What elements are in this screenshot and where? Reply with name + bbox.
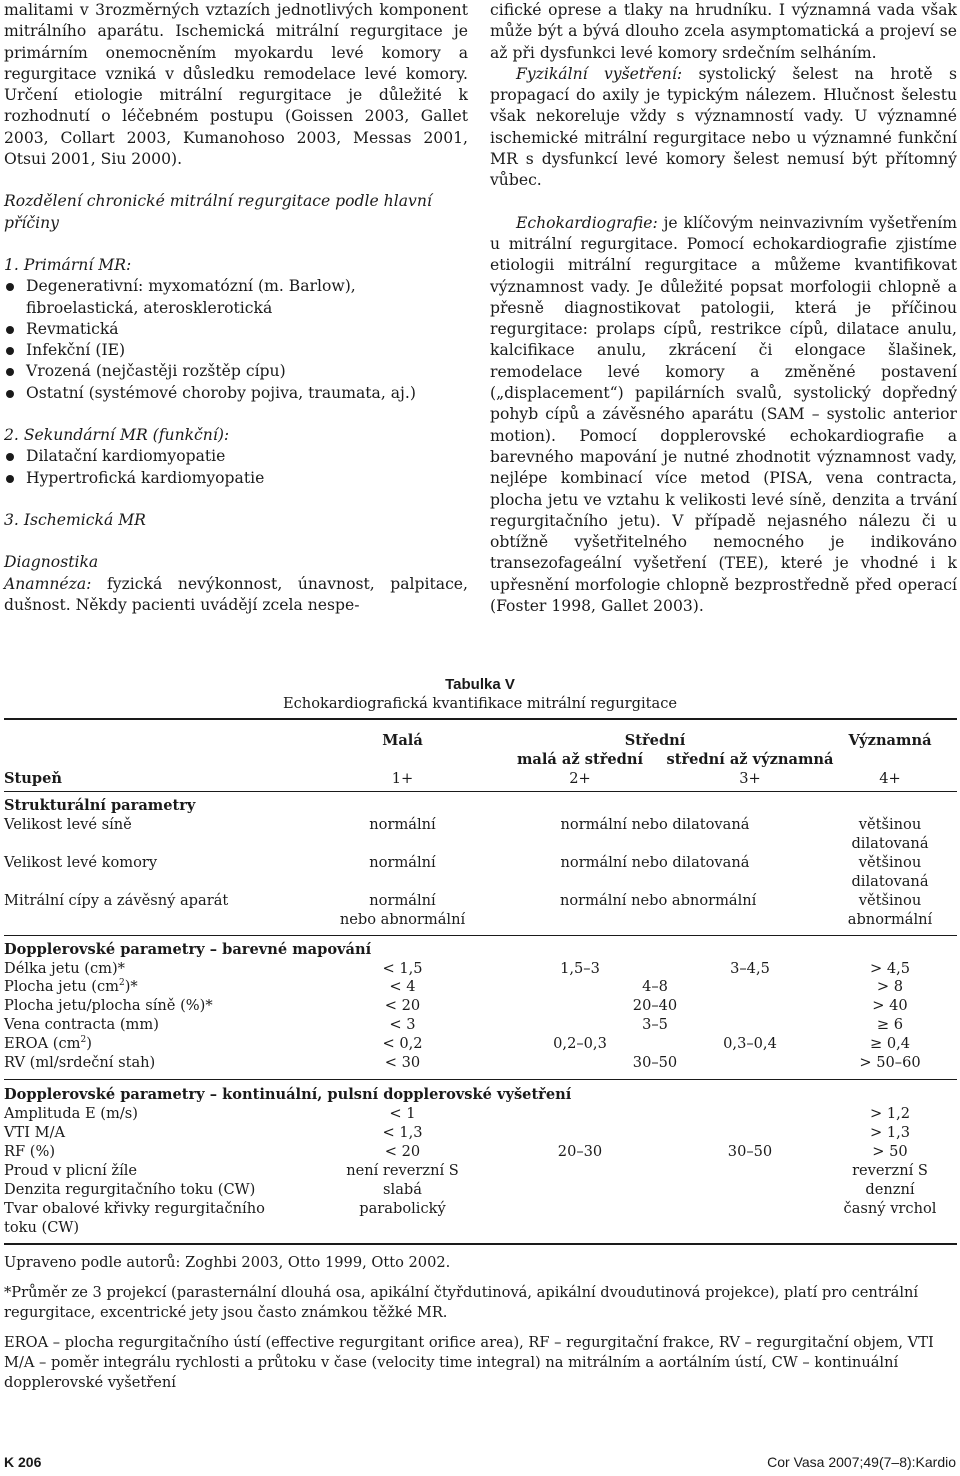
secondary-mr-list [4, 446, 468, 489]
table-cell: dilatovaná [851, 835, 929, 852]
table-caption: Echokardiografická kvantifikace mitrální regurgitace [282, 695, 678, 712]
header-sub-low: malá až střední [516, 751, 644, 768]
list-item: Vrozená (nejčastěji rozštěp cípu) [4, 361, 468, 382]
section-color-doppler: Dopplerovské parametry – barevné mapování [4, 941, 372, 958]
left-paragraph-etiology: malitami v 3rozměrných vztazích jednotlivých komponent mitrálního aparátu. Ischemická mitrální regurgitace je primárním onemocněním myokardu levé komory a regurgitace vzniká v důsledku remodelace levé komory. Určení etiologie mitrální regurgitace je důležité k rozhodnutí o léčebném postupu (Goissen 2003, Gallet 2003, Collart 2003, Kumanohoso 2003, Messas 2001, Otsui 2001, Siu 2000). [4, 1, 468, 169]
row-label: RF (%) [4, 1143, 56, 1160]
table-cell: > 50–60 [859, 1054, 921, 1071]
table-cell: 1,5–3 [560, 960, 600, 977]
row-label: Denzita regurgitačního toku (CW) [4, 1181, 256, 1198]
list-item: Revmatická [4, 319, 468, 340]
ischemic-mr-title: 3. Ischemická MR [4, 510, 146, 529]
table-cell: většinou [858, 816, 922, 833]
table-cell: > 1,2 [869, 1105, 911, 1122]
table-cell: < 1,5 [382, 960, 423, 977]
row-label: Velikost levé síně [4, 816, 132, 833]
table-cell: slabá [383, 1181, 422, 1198]
grade-1: 1+ [391, 770, 414, 787]
table-cell: < 20 [384, 1143, 421, 1160]
table-cell: < 3 [389, 1016, 416, 1033]
section-rule [4, 935, 957, 936]
row-label: Plocha jetu $(cm^2)*$ [4, 978, 138, 995]
table-cell: ≥ 6 [876, 1016, 904, 1033]
row-label: Velikost levé komory [4, 854, 158, 871]
table-bottom-rule [4, 1243, 957, 1245]
physical-exam-label: Fyzikální vyšetření: [516, 64, 683, 83]
row-label: VTI M/A [4, 1124, 66, 1141]
table-cell: > 50 [872, 1143, 908, 1160]
physical-exam-text: systolický šelest na hrotě s propagací do axily je typickým nálezem. Hlučnost šelestu však nekoreluje vždy s významností vady. U významné ischemické mitrální regurgitace nebo u významné funkční MR s dysfunkcí levé komory šelest nemusí být přítomný vůbec. [490, 64, 957, 190]
section-rule [4, 1079, 957, 1080]
left-column [4, 0, 468, 616]
table-cell: není reverzní S [346, 1162, 459, 1179]
note-abbreviations: EROA – plocha regurgitačního ústí (effective regurgitant orifice area), RF – regurgitační frakce, RV – regurgitační objem, VTI M/A – poměr integrálu rychlosti a průtoku v čase (velocity time integral) na mitrálním a aortálním ústí, CW – kontinuální dopplerovské vyšetření [4, 1334, 934, 1391]
table-cell: normální nebo dilatovaná [560, 854, 750, 871]
table-cell: 20–40 [632, 997, 678, 1014]
row-label: EROA $(cm^2)$ [4, 1035, 92, 1052]
table-cell: abnormální [847, 911, 933, 928]
list-item: Hypertrofická kardiomyopatie [4, 468, 468, 489]
table-cell: časný vrchol [843, 1200, 937, 1217]
note-source: Upraveno podle autorů: Zoghbi 2003, Otto 1999, Otto 2002. [4, 1254, 451, 1271]
table-cell: reverzní S [852, 1162, 928, 1179]
note-asterisk: *Průměr ze 3 projekcí (parasternální dlouhá osa, apikální čtyřdutinová, apikální dvoudutinová projekce), platí pro centrální regurgitace, excentrické jety jsou často známkou těžké MR. [4, 1284, 919, 1321]
header-vyznamna: Významná [848, 732, 932, 749]
right-paragraph-symptoms: cifické oprese a tlaky na hrudníku. I významná vada však může být a bývá dlouho zcela asymptomatická a projeví se až při dysfunkci levé komory srdečním selháním. [490, 1, 957, 62]
table-cell: 3–4,5 [730, 960, 770, 977]
list-item: Dilatační kardiomyopatie [4, 446, 468, 467]
table-cell: normální [369, 854, 436, 871]
header-mala: Malá [382, 732, 423, 749]
table-cell: < 1,3 [382, 1124, 423, 1141]
grade-4: 4+ [879, 770, 901, 787]
table-cell: > 4,5 [869, 960, 911, 977]
primary-mr-title: 1. Primární MR: [4, 255, 132, 274]
echo-paragraph [490, 213, 957, 618]
table-cell: < 20 [384, 997, 421, 1014]
table-cell: normální nebo dilatovaná [560, 816, 750, 833]
header-rule [4, 791, 957, 792]
table-cell: denzní [865, 1181, 915, 1198]
table-cell: 30–50 [727, 1143, 773, 1160]
row-label: Amplituda E (m/s) [4, 1105, 138, 1122]
table-cell: < 30 [384, 1054, 421, 1071]
table-cell: < 0,2 [382, 1035, 423, 1052]
table-cell: < 4 [389, 978, 416, 995]
echo-text: je klíčovým neinvazivním vyšetřením u mitrální regurgitace. Pomocí echokardiografie zjistíme etiologii mitrální regurgitace a můžeme kvantifikovat významnost vady. Je důležité popsat morfologii chlopně a přesně diagnostikovat patologii, která je příčinou regurgitace: prolaps cípů, restrikce cípů, dilatace anulu, kalcifikace anulu, zkrácení či elongace šlašinek, remodelace levé komory a změněné postavení („displacement“) papilárních svalů, systolický dopředný pohyb cípů a závěsného aparátu (SAM – systolic anterior motion). Pomocí dopplerovské echokardiografie a barevného mapování je nutné zhodnotit významnost vady, nejlépe kombinací více metod (PISA, vena contracta, plocha jetu ve vztahu k velikosti levé síně, denzita a trvání regurgitačního jetu). V případě nejasného nálezu či u obtížně vyšetřitelného nemocného je indikováno transezofageální vyšetření (TEE), které je vhodné i k upřesnění morfologie chlopně bezprostředně před operací (Foster 1998, Gallet 2003). [490, 213, 957, 616]
physical-exam-paragraph [490, 64, 957, 192]
row-label: Délka jetu (cm)* [4, 960, 125, 977]
anamnesis-label: Anamnéza: [4, 574, 92, 593]
table-cell: > 40 [872, 997, 908, 1014]
table-cell: 20–30 [557, 1143, 603, 1160]
anamnesis-text: fyzická nevýkonnost, únavnost, palpitace, dušnost. Někdy pacienti uvádějí zcela nespe- [4, 574, 468, 614]
header-stredni: Střední [624, 732, 686, 749]
grade-3: 3+ [739, 770, 761, 787]
table-cell: > 1,3 [869, 1124, 911, 1141]
table-cell: 0,2–0,3 [553, 1035, 607, 1052]
row-label: Vena contracta (mm) [4, 1016, 159, 1033]
table-cell: normální [369, 892, 436, 909]
section-continuous-doppler: Dopplerovské parametry – kontinuální, pulsní dopplerovské vyšetření [4, 1086, 572, 1103]
table-label: Tabulka V [445, 676, 515, 693]
header-stupen: Stupeň [4, 770, 62, 787]
row-label: Tvar obalové křivky regurgitačního [4, 1200, 265, 1217]
primary-mr-list [4, 276, 468, 404]
table-cell: 3–5 [642, 1016, 668, 1033]
anamnesis-paragraph [4, 574, 468, 617]
row-label: toku (CW) [4, 1219, 80, 1236]
diagnostics-heading: Diagnostika [4, 553, 99, 572]
list-item: Infekční (IE) [4, 340, 468, 361]
table-cell: většinou [858, 892, 922, 909]
right-column [490, 0, 957, 617]
grade-2: 2+ [569, 770, 591, 787]
classification-heading: Rozdělení chronické mitrální regurgitace podle hlavní příčiny [4, 192, 432, 232]
table-cell: 30–50 [632, 1054, 678, 1071]
table-cell: normální [369, 816, 436, 833]
table-cell: 0,3–0,4 [723, 1035, 777, 1052]
secondary-mr-title: 2. Sekundární MR (funkční): [4, 426, 230, 445]
row-label: Plocha jetu/plocha síně (%)* [4, 997, 213, 1014]
section-structural: Strukturální parametry [4, 797, 196, 814]
table-cell: normální nebo abnormální [560, 892, 757, 909]
list-item: Degenerativní: myxomatózní (m. Barlow), fibroelastická, aterosklerotická [4, 276, 468, 319]
table-cell: nebo abnormální [339, 911, 466, 928]
table-cell: < 1 [389, 1105, 416, 1122]
header-sub-high: střední až významná [666, 751, 834, 768]
row-label: Mitrální cípy a závěsný aparát [4, 892, 229, 909]
row-label: Proud v plicní žíle [4, 1162, 138, 1179]
list-item: Ostatní (systémové choroby pojiva, traumata, aj.) [4, 383, 468, 404]
table-cell: dilatovaná [851, 873, 929, 890]
journal-citation: Cor Vasa 2007;49(7–8):Kardio [767, 1454, 956, 1470]
row-label: RV (ml/srdeční stah) [4, 1054, 156, 1071]
table-cell: většinou [858, 854, 922, 871]
table-top-rule [4, 718, 957, 720]
table-cell: ≥ 0,4 [869, 1035, 911, 1052]
table-notes [4, 1253, 957, 1403]
table-cell: parabolický [359, 1200, 446, 1217]
page-number: K 206 [4, 1454, 42, 1470]
table-cell: 4–8 [642, 978, 668, 995]
echo-label: Echokardiografie: [516, 213, 658, 232]
table-cell: > 8 [876, 978, 904, 995]
